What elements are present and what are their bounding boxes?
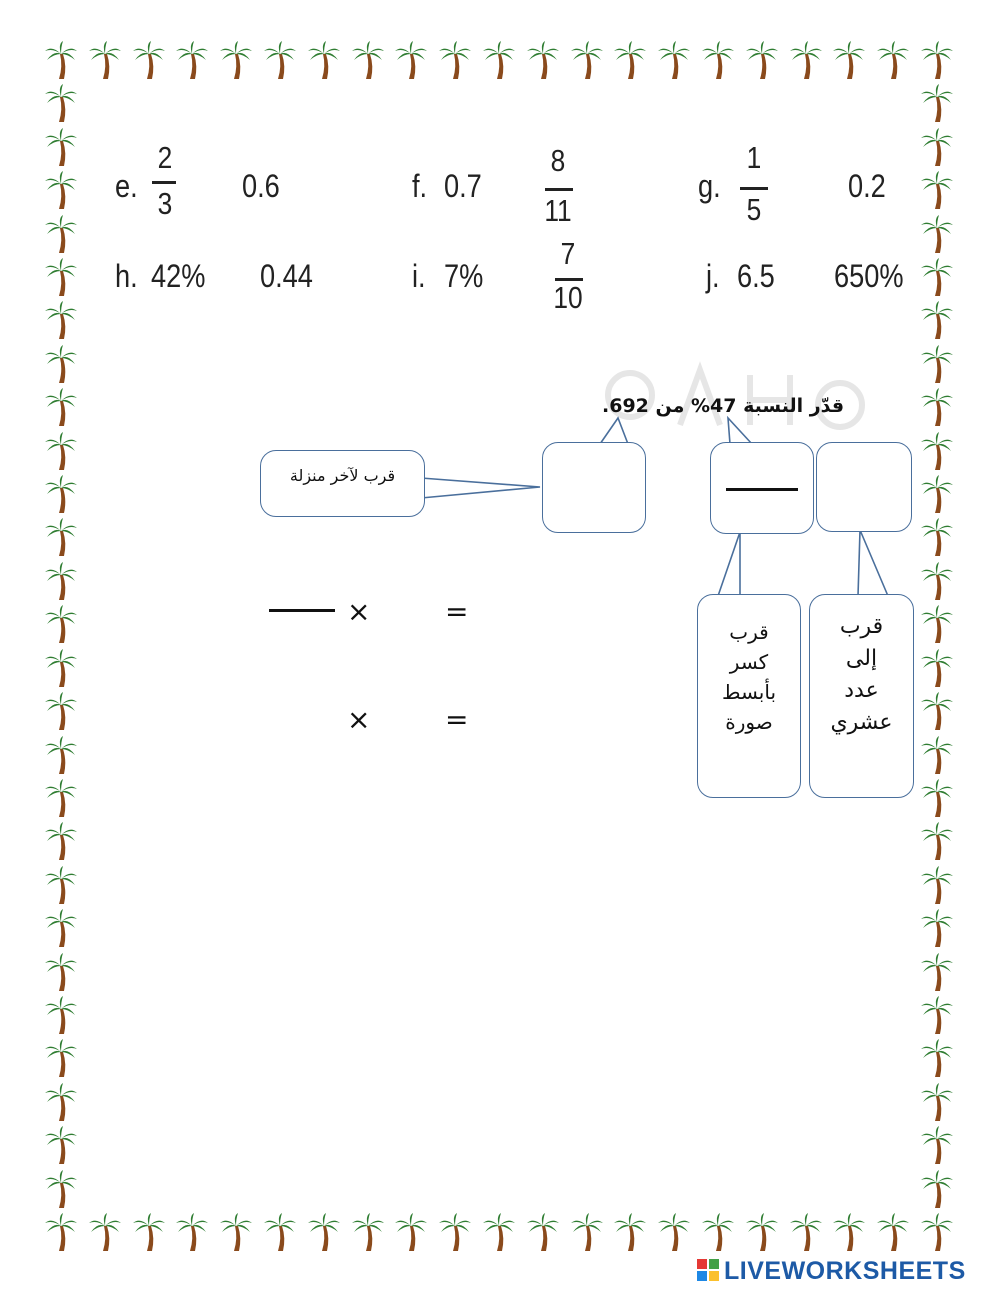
exercise-i-numerator: 7 [560,236,576,271]
brand-icon [697,1259,721,1283]
decimal-label-line: عشري [830,710,893,735]
exercise-g-denominator: 5 [746,192,762,227]
decimal-label-callout [809,594,914,798]
estimate-label-callout [260,450,425,517]
brand-text: LIVEWORKSHEETS [724,1257,966,1285]
exercise-e-letter: e. [115,168,138,204]
times-sign: × [347,595,371,628]
exercise-e-numerator: 2 [157,140,173,175]
exercise-j-value-b: 650% [834,258,904,294]
exercise-j-value-a: 6.5 [737,258,775,294]
equals-sign: = [445,595,469,628]
exercise-g-letter: g. [698,168,721,204]
decimal-label-line: عدد [844,678,879,703]
fraction-label-text [698,617,800,737]
decimal-label-text [810,611,913,739]
answer-box-fraction[interactable] [710,442,814,534]
exercise-j-letter: j. [706,258,720,294]
fraction-label-line: قرب [729,620,769,644]
fraction-label-line: صورة [725,710,773,734]
fraction-line [726,488,798,491]
exercise-g-value: 0.2 [848,168,886,204]
equals-sign: = [445,703,469,736]
exercise-f-numerator: 8 [550,143,566,178]
decimal-label-line: إلى [845,646,878,671]
exercise-e-denominator: 3 [157,186,173,221]
fraction-label-callout [697,594,801,798]
answer-box-estimate[interactable] [542,442,646,533]
estimate-label-text: قرب لآخر منزلة [289,466,396,485]
exercise-h-value-a: 42% [151,258,206,294]
times-sign: × [347,703,371,736]
exercise-f-denominator: 11 [544,193,572,228]
fraction-line [269,609,335,612]
exercise-i-letter: i. [412,258,426,294]
answer-box-decimal[interactable] [816,442,912,532]
exercise-f-letter: f. [412,168,428,204]
exercise-h-letter: h. [115,258,138,294]
exercise-h-value-b: 0.44 [260,258,313,294]
fraction-label-line: بأبسط [721,680,777,704]
exercise-f-value: 0.7 [444,168,482,204]
exercise-g-numerator: 1 [746,140,762,175]
decimal-label-line: قرب [839,614,884,639]
exercise-e-value: 0.6 [242,168,280,204]
problem-title: قدّر النسبة 47% من 692. [602,395,845,417]
exercise-i-denominator: 10 [553,280,583,315]
fraction-label-line: كسر [729,650,769,674]
exercise-i-value: 7% [444,258,484,294]
